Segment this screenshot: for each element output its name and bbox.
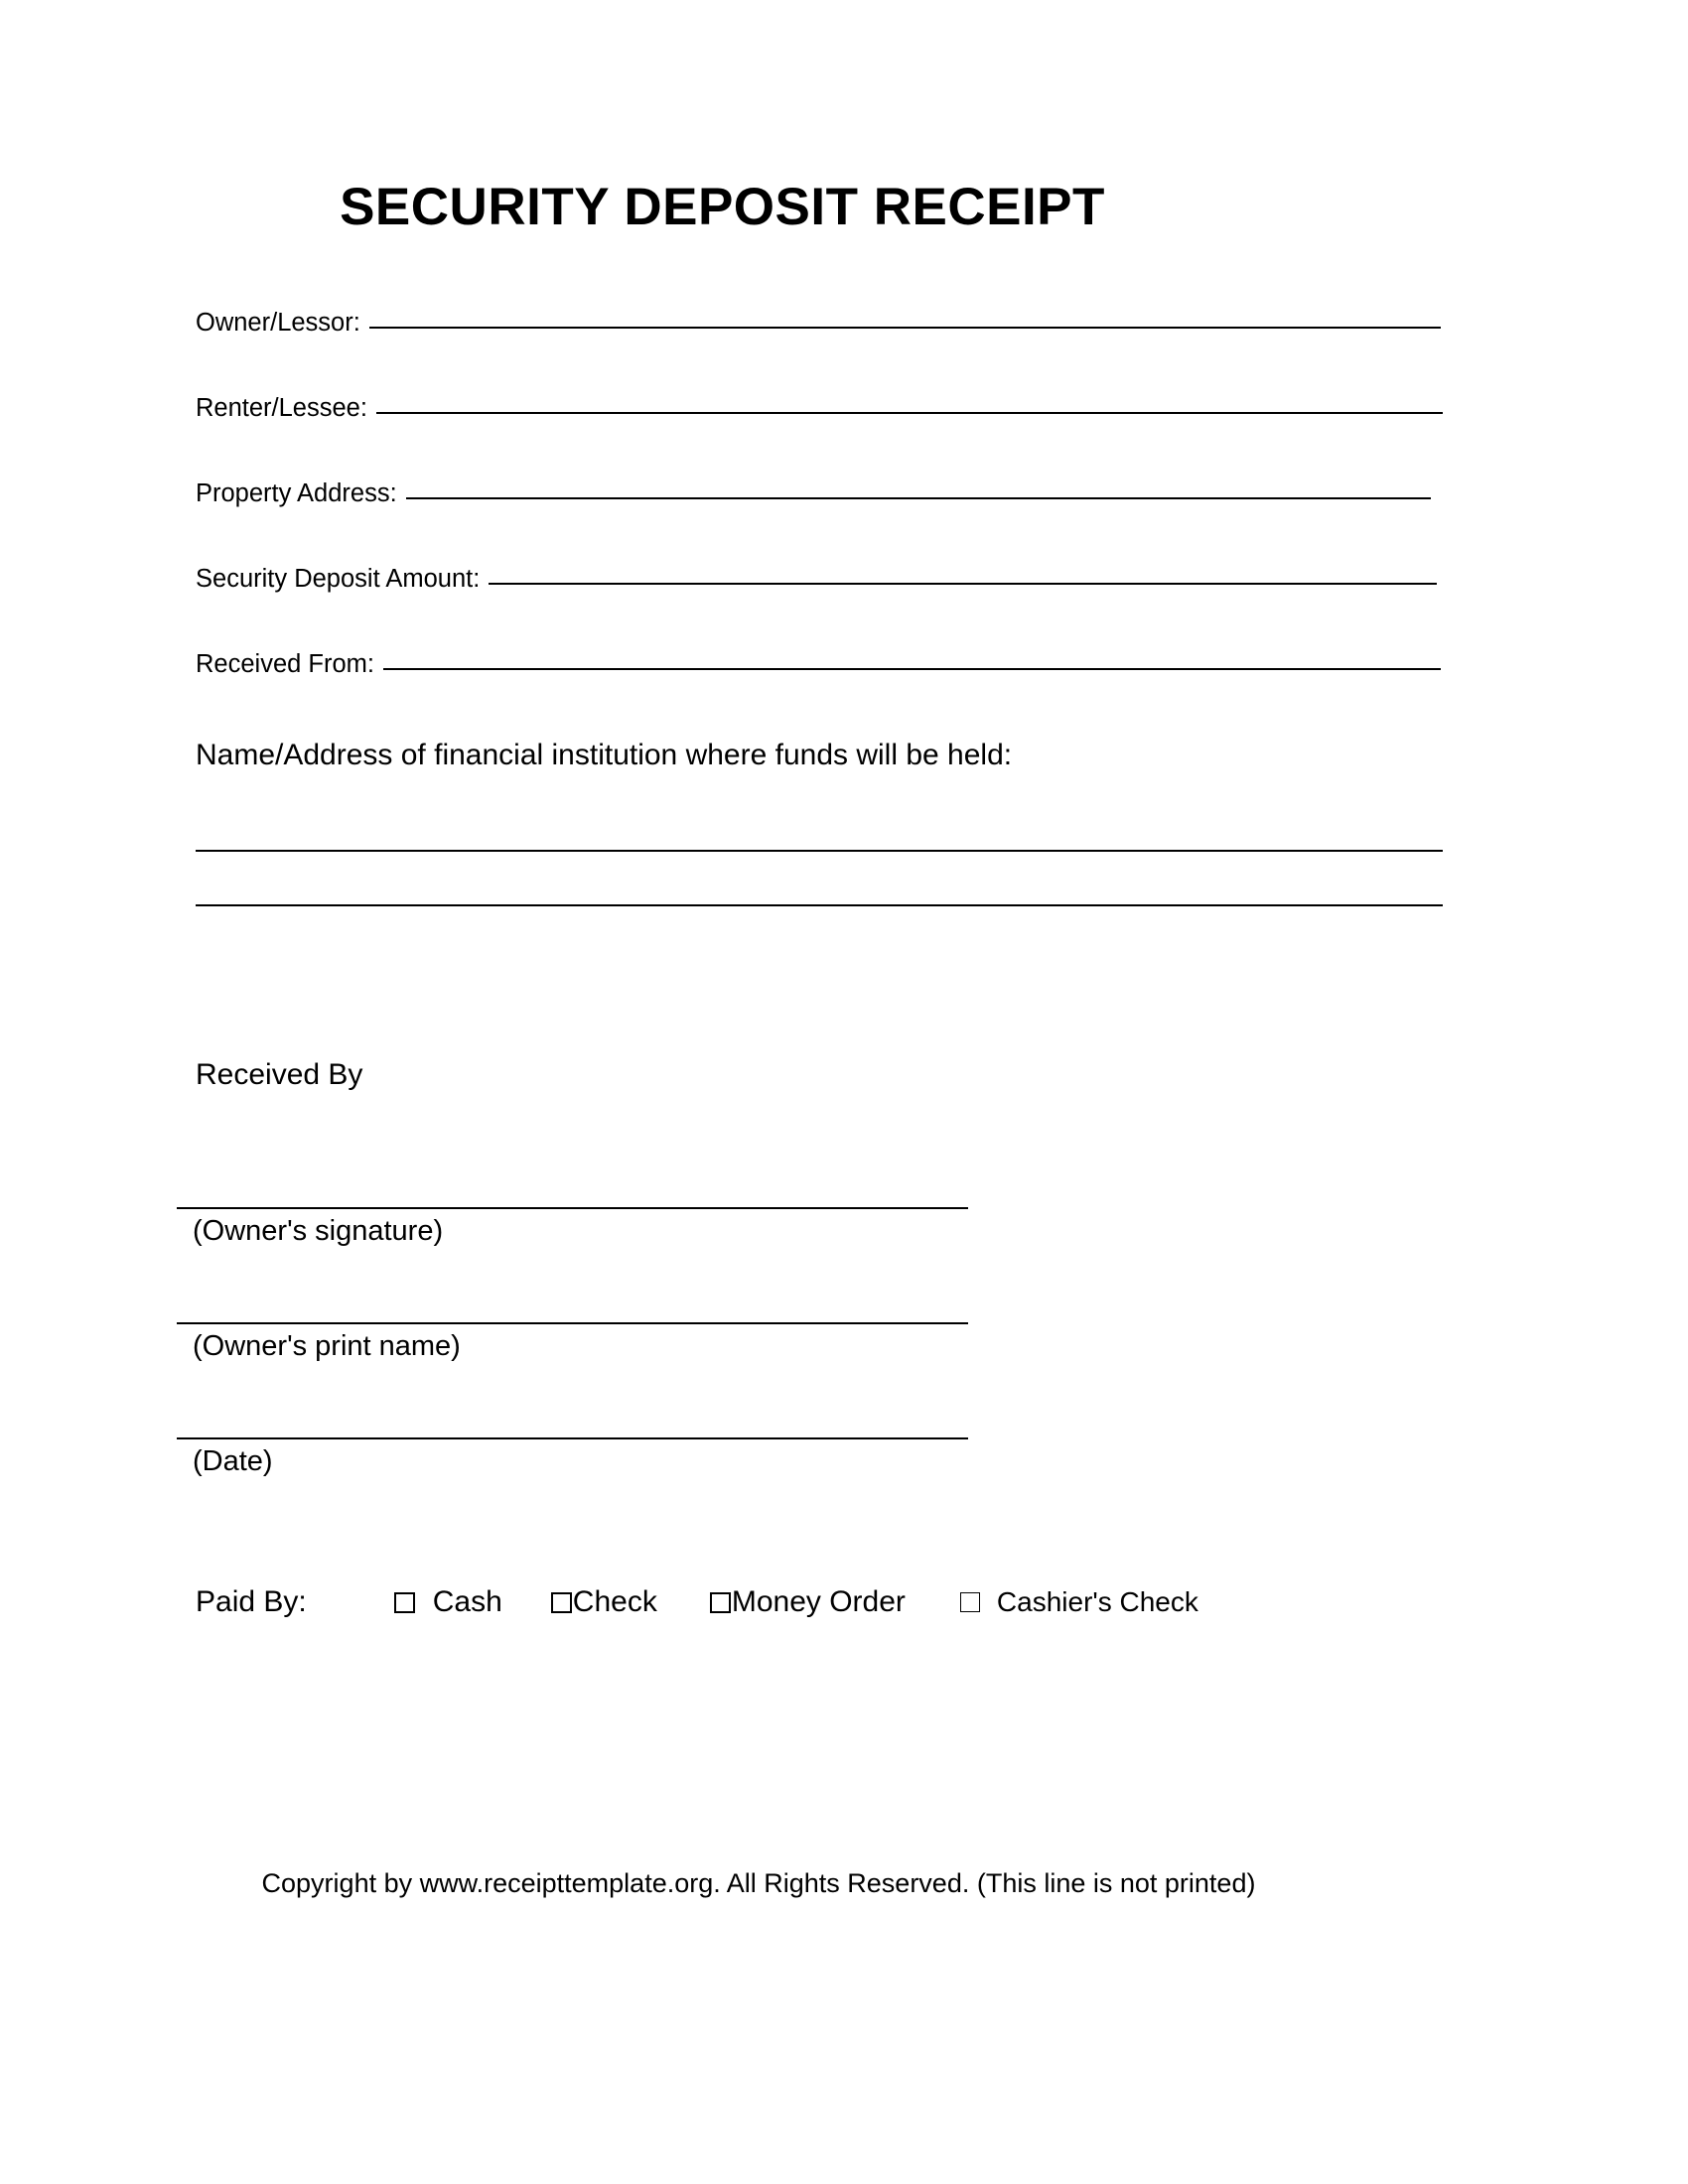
field-input-owner-lessor[interactable] [369,328,1441,329]
field-row-renter-lessee [196,396,1443,436]
field-label-owner-lessor: Owner/Lessor: [196,309,360,337]
signature-block-owner-signature [177,1207,968,1248]
field-input-received-from[interactable] [383,669,1441,670]
checkbox-cash-icon[interactable] [394,1592,415,1613]
paid-by-option-cash[interactable] [394,1587,502,1617]
field-row-received-from [196,652,1443,692]
paid-by-option-money-order[interactable] [710,1587,906,1617]
signature-input-owner-print-name[interactable] [177,1322,968,1324]
field-label-received-from: Received From: [196,650,374,678]
paid-by-row [196,1580,1198,1624]
institution-prompt: Name/Address of financial institution where funds will be held: [196,739,1013,771]
field-row-owner-lessor [196,311,1443,350]
checkbox-money-order-icon[interactable] [710,1592,731,1613]
checkbox-cashiers-check-icon[interactable] [960,1592,980,1612]
field-input-renter-lessee[interactable] [376,413,1443,414]
field-label-property-address: Property Address: [196,479,397,507]
footer-copyright-note: Copyright by www.receipttemplate.org. All Rights Reserved. (This line is not printed) [261,1868,1256,1898]
paid-by-option-cashiers-check[interactable] [960,1588,1198,1616]
signature-caption-owner-signature: (Owner's signature) [193,1215,444,1247]
paid-by-option-label-cash: Cash [432,1585,502,1618]
paid-by-option-check[interactable] [551,1587,657,1617]
signature-caption-date: (Date) [193,1445,273,1477]
field-row-security-deposit-amount [196,567,1443,607]
paid-by-option-label-money-order: Money Order [731,1585,906,1618]
field-input-security-deposit-amount[interactable] [489,584,1437,585]
institution-input-line-1[interactable] [196,850,1443,852]
paid-by-label: Paid By: [196,1585,307,1618]
field-label-renter-lessee: Renter/Lessee: [196,394,367,422]
signature-block-date [177,1437,968,1478]
page-title: SECURITY DEPOSIT RECEIPT [340,178,1105,236]
paid-by-option-label-check: Check [572,1585,657,1618]
signature-block-owner-print-name [177,1322,968,1363]
paid-by-option-label-cashiers-check: Cashier's Check [996,1586,1198,1617]
field-row-property-address [196,481,1443,521]
received-by-heading: Received By [196,1058,363,1091]
signature-caption-owner-print-name: (Owner's print name) [193,1330,461,1362]
field-label-security-deposit-amount: Security Deposit Amount: [196,565,481,593]
institution-input-line-2[interactable] [196,904,1443,906]
signature-input-date[interactable] [177,1437,968,1439]
field-input-property-address[interactable] [406,498,1431,499]
signature-input-owner-signature[interactable] [177,1207,968,1209]
checkbox-check-icon[interactable] [551,1592,572,1613]
